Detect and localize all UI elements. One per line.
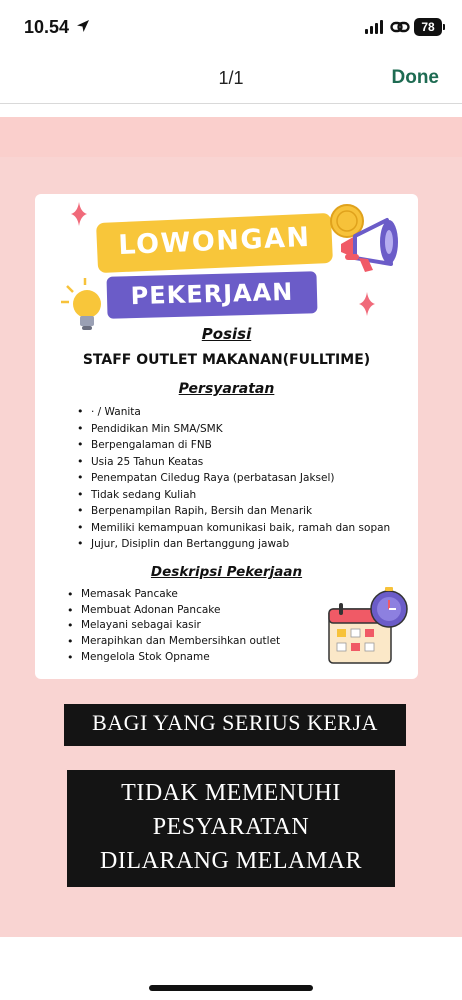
sparkle-icon [359,292,375,316]
list-item: • Memiliki kemampuan komunikasi baik, ramah dan sopan [75,520,415,537]
battery-tip [443,24,445,30]
list-item: • · / Wanita [75,404,415,421]
list-item: • Pendidikan Min SMA/SMK [75,421,415,438]
list-item: • Memasak Pancake [65,587,335,603]
requirements-heading: Persyaratan [178,381,275,397]
megaphone-icon [335,214,417,276]
list-item: • Berpenampilan Rapih, Bersih dan Menarik [75,503,415,520]
page-counter: 1/1 [218,68,244,88]
image-viewer[interactable] [0,117,462,937]
link-icon [390,19,410,35]
notice-serious [64,704,406,746]
notice-line: PESYARATAN [152,814,310,840]
list-item: • Berpengalaman di FNB [75,437,415,454]
location-arrow-icon [76,19,90,33]
sparkle-icon [71,202,87,226]
list-item: • Penempatan Ciledug Raya (perbatasan Jaksel) [75,470,415,487]
banner-lowongan-text: LOWONGAN [117,221,312,262]
posisi-heading: Posisi [201,325,252,343]
status-bar [0,0,462,56]
list-item: • Usia 25 Tahun Keatas [75,454,415,471]
list-item: • Membuat Adonan Pancake [65,603,335,619]
nav-bar [0,56,462,104]
list-item: • Melayani sebagai kasir [65,618,335,634]
home-indicator[interactable] [149,985,313,991]
banner-pekerjaan [106,271,317,318]
calendar-clock-icon [325,587,413,667]
list-item: • Jujur, Disiplin dan Bertanggung jawab [75,536,415,553]
list-item: • Mengelola Stok Opname [65,650,335,666]
signal-icon [365,20,385,34]
posisi-value: STAFF OUTLET MAKANAN(FULLTIME) [82,352,371,368]
banner-pekerjaan-text: PEKERJAAN [130,277,294,311]
list-item: • Merapihkan dan Membersihkan outlet [65,634,335,650]
notice-requirements [67,770,395,887]
battery-icon: 78 [414,18,442,36]
job-poster [35,194,418,679]
done-button[interactable]: Done [391,67,439,88]
description-list [65,587,335,665]
requirements-list [75,404,415,553]
description-heading: Deskripsi Pekerjaan [150,564,303,580]
notice-serious-text: BAGI YANG SERIUS KERJA [92,710,378,735]
notice-line: TIDAK MEMENUHI [121,780,341,806]
viewer-shade [0,117,462,157]
status-time: 10.54 [24,17,70,37]
banner-lowongan [96,213,333,273]
notice-line: DILARANG MELAMAR [100,848,362,874]
list-item: • Tidak sedang Kuliah [75,487,415,504]
